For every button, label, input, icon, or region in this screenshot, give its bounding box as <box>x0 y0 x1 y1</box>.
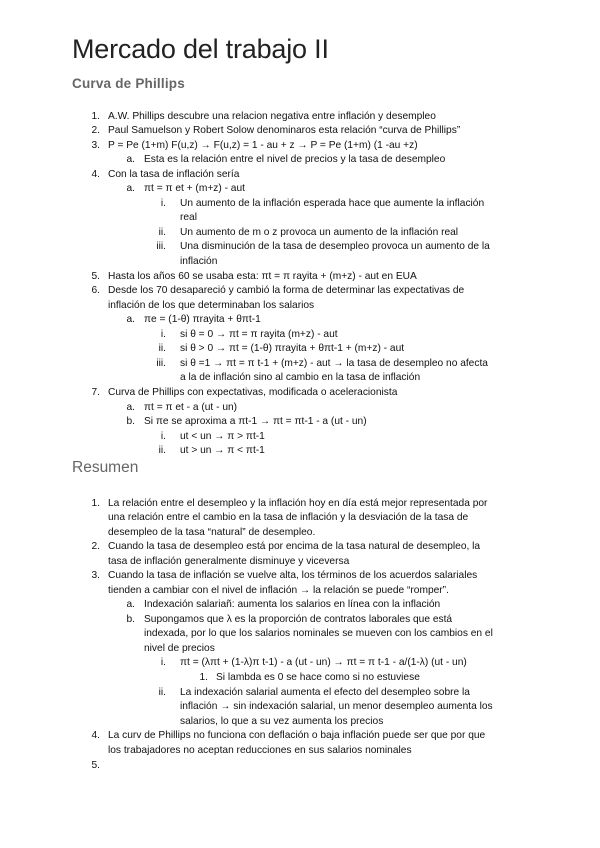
list-item-marker: 2. <box>91 125 100 136</box>
list-item-text: Un aumento de la inflación esperada hace que aumente la inflación <box>180 198 485 209</box>
list-item-text: P = Pe (1+m) F(u,z) → F(u,z) = 1 - au + z → P = Pe (1+m) (1 -au +z) <box>108 140 418 151</box>
list-item-text: Paul Samuelson y Robert Solow denominaros esta relación “curva de Phillips” <box>108 125 461 136</box>
summary-item-text: tasa de inflación generalmente disminuye y viceversa <box>108 556 350 567</box>
list-item-marker: ii. <box>158 445 166 456</box>
summary-item-text: πt = (λπt + (1-λ)π t-1) - a (ut - un) → πt = π t-1 - a/(1-λ) (ut - un) <box>180 657 467 668</box>
list-item-marker: b. <box>126 416 135 427</box>
summary-item-marker: b. <box>126 614 135 625</box>
summary-item-text: nivel de precios <box>144 643 215 654</box>
summary-item-text: Si lambda es 0 se hace como si no estuviese <box>216 672 420 683</box>
summary-item-text: salarios, lo que a su vez aumenta los precios <box>180 716 384 727</box>
summary-item-text: tienden a cambiar con el nivel de inflación → la relación se puede “romper”. <box>108 585 449 596</box>
list-item-marker: i. <box>160 431 166 442</box>
list-item-text: si θ =1 → πt = π t-1 + (m+z) - aut → la tasa de desempleo no afecta <box>180 358 488 369</box>
section-heading-curva-de-phillips: Curva de Phillips <box>72 76 185 91</box>
summary-item-text: una relación entre el cambio en la tasa de inflación y la desviación de la tasa de <box>108 512 469 523</box>
list-item-marker: 3. <box>91 140 100 151</box>
list-item-marker: 1. <box>91 111 100 122</box>
section-heading-resumen: Resumen <box>72 459 139 476</box>
list-item-text: Hasta los años 60 se usaba esta: πt = π rayita + (m+z) - aut en EUA <box>108 271 417 282</box>
list-item-text: real <box>180 212 197 223</box>
summary-item-marker: 3. <box>91 570 100 581</box>
list-item-marker: a. <box>126 154 135 165</box>
list-item-marker: 6. <box>91 285 100 296</box>
summary-item-text: Supongamos que λ es la proporción de contratos laborales que está <box>144 614 453 625</box>
list-item-marker: 4. <box>91 169 100 180</box>
list-item-marker: a. <box>126 183 135 194</box>
summary-item-marker: i. <box>160 657 166 668</box>
summary-item-text: desempleo de la tasa “natural” de desempleo. <box>108 527 316 538</box>
list-item-marker: iii. <box>156 358 166 369</box>
summary-item-text: La indexación salarial aumenta el efecto del desempleo sobre la <box>180 687 470 698</box>
summary-item-text: los trabajadores no aceptan reducciones en sus salarios nominales <box>108 745 412 756</box>
summary-item-text: Cuando la tasa de desempleo está por encima de la tasa natural de desempleo, la <box>108 541 481 552</box>
summary-item-marker: 1. <box>199 672 208 683</box>
summary-item-text: indexada, por lo que los salarios nominales se mueven con los cambios en el <box>144 628 493 639</box>
list-item-text: Con la tasa de inflación sería <box>108 169 240 180</box>
list-item-marker: i. <box>160 329 166 340</box>
list-item-marker: 7. <box>91 387 100 398</box>
list-item-text: Un aumento de m o z provoca un aumento de la inflación real <box>180 227 459 238</box>
page-title: Mercado del trabajo II <box>72 34 329 64</box>
list-item-text: πt = π et - a (ut - un) <box>144 402 238 413</box>
list-item-text: Si πe se aproxima a πt-1 → πt = πt-1 - a (ut - un) <box>144 416 367 427</box>
summary-item-marker: a. <box>126 599 135 610</box>
list-item-marker: a. <box>126 314 135 325</box>
list-item-text: ut > un → π < πt-1 <box>180 445 265 456</box>
summary-item-marker: 2. <box>91 541 100 552</box>
list-item-text: Desde los 70 desapareció y cambió la forma de determinar las expectativas de <box>108 285 465 296</box>
list-item-marker: a. <box>126 402 135 413</box>
summary-item-marker: ii. <box>158 687 166 698</box>
list-item-text: si θ > 0 → πt = (1-θ) πrayita + θπt-1 + (m+z) - aut <box>180 343 405 354</box>
list-item-text: Esta es la relación entre el nivel de precios y la tasa de desempleo <box>144 154 446 165</box>
list-item-text: Curva de Phillips con expectativas, modificada o aceleracionista <box>108 387 398 398</box>
list-item-marker: ii. <box>158 343 166 354</box>
summary-item-text: Cuando la tasa de inflación se vuelve alta, los términos de los acuerdos salariales <box>108 570 478 581</box>
summary-item-marker: 4. <box>91 730 100 741</box>
list-item-text: si θ = 0 → πt = π rayita (m+z) - aut <box>180 329 338 340</box>
list-item-marker: 5. <box>91 271 100 282</box>
list-item-text: inflación <box>180 256 218 267</box>
list-item-text: ut < un → π > πt-1 <box>180 431 265 442</box>
summary-item-text: La relación entre el desempleo y la inflación hoy en día está mejor representada por <box>108 498 488 509</box>
list-item-text: a la de inflación sino al cambio en la tasa de inflación <box>180 372 421 383</box>
summary-item-text: La curv de Phillips no funciona con deflación o baja inflación puede ser que por que <box>108 730 486 741</box>
list-item-text: πt = π et + (m+z) - aut <box>144 183 245 194</box>
list-item-text: inflación de los que determinaban los salarios <box>108 300 315 311</box>
summary-item-text: inflación → sin indexación salarial, un menor desempleo aumenta los <box>180 701 493 712</box>
list-item-text: πe = (1-θ) πrayita + θπt-1 <box>144 314 261 325</box>
list-item-marker: ii. <box>158 227 166 238</box>
list-item-text: A.W. Phillips descubre una relacion negativa entre inflación y desempleo <box>108 111 436 122</box>
list-item-marker: i. <box>160 198 166 209</box>
list-item-text: Una disminución de la tasa de desempleo provoca un aumento de la <box>180 241 490 252</box>
list-item-marker: iii. <box>156 241 166 252</box>
summary-item-text: Indexación salariañ: aumenta los salarios en línea con la inflación <box>144 599 441 610</box>
summary-item-marker: 1. <box>91 498 100 509</box>
summary-item-marker: 5. <box>91 760 100 771</box>
